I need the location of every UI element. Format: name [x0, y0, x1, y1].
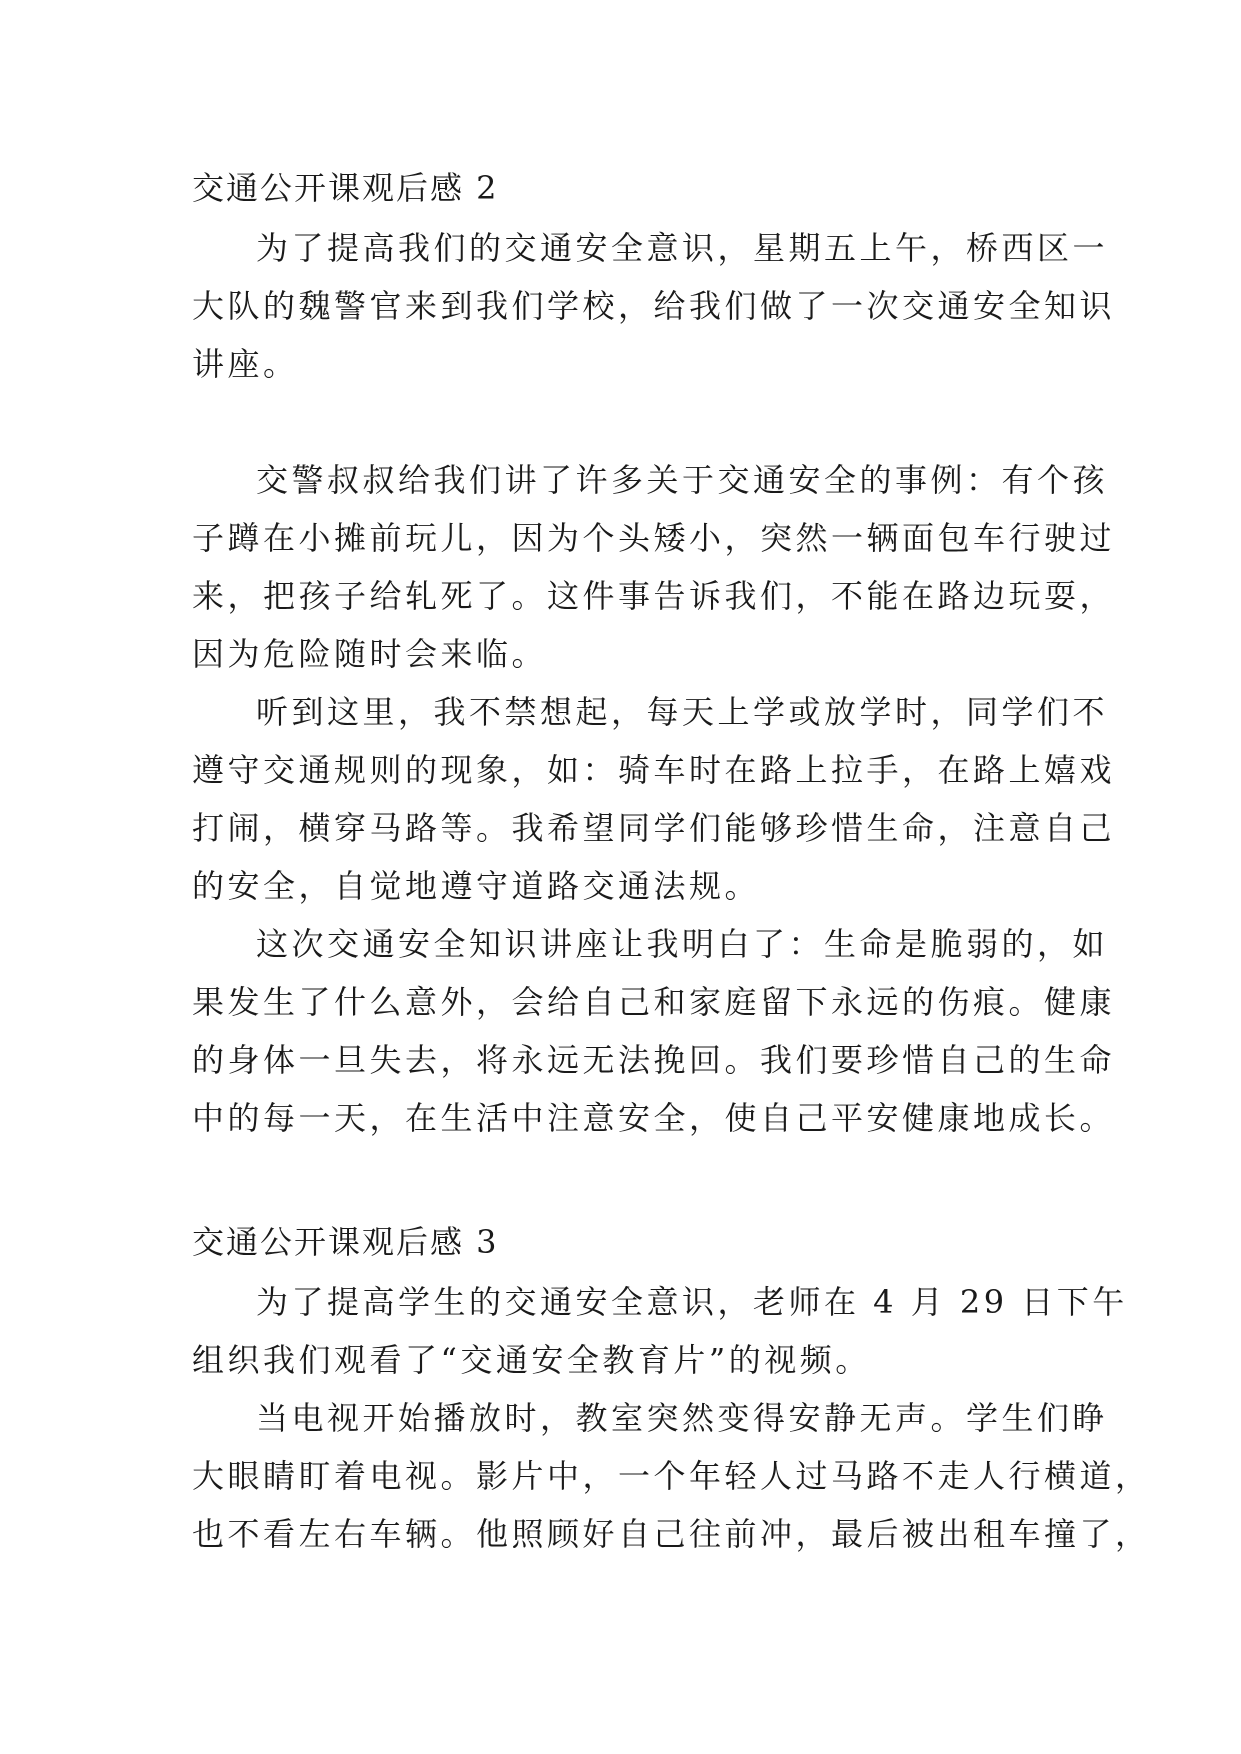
paragraph-line: 组织我们观看了“交通安全教育片”的视频。 — [192, 1341, 871, 1379]
paragraph-line: 遵守交通规则的现象，如：骑车时在路上拉手，在路上嬉戏 — [192, 751, 1116, 789]
paragraph-line: 大眼睛盯着电视。影片中，一个年轻人过马路不走人行横道， — [192, 1457, 1151, 1495]
paragraph-line: 大队的魏警官来到我们学校，给我们做了一次交通安全知识 — [192, 287, 1116, 325]
paragraph-line: 讲座。 — [192, 345, 299, 383]
paragraph-line: 这次交通安全知识讲座让我明白了：生命是脆弱的，如 — [256, 925, 1109, 963]
paragraph-line: 打闹，横穿马路等。我希望同学们能够珍惜生命，注意自己 — [192, 809, 1116, 847]
paragraph-line: 也不看左右车辆。他照顾好自己往前冲，最后被出租车撞了， — [192, 1515, 1151, 1553]
paragraph-line: 来，把孩子给轧死了。这件事告诉我们，不能在路边玩耍， — [192, 577, 1116, 615]
paragraph-line: 果发生了什么意外，会给自己和家庭留下永远的伤痕。健康 — [192, 983, 1116, 1021]
paragraph-line: 为了提高学生的交通安全意识，老师在 4 月 29 日下午 — [256, 1283, 1128, 1321]
paragraph-line: 子蹲在小摊前玩儿，因为个头矮小，突然一辆面包车行驶过 — [192, 519, 1116, 557]
section-heading: 交通公开课观后感 3 — [192, 1223, 499, 1261]
paragraph-line: 当电视开始播放时，教室突然变得安静无声。学生们睁 — [256, 1399, 1109, 1437]
paragraph-line: 交警叔叔给我们讲了许多关于交通安全的事例：有个孩 — [256, 461, 1109, 499]
paragraph-line: 的安全，自觉地遵守道路交通法规。 — [192, 867, 761, 905]
paragraph-line: 因为危险随时会来临。 — [192, 635, 548, 673]
section-heading: 交通公开课观后感 2 — [192, 169, 499, 207]
paragraph-line: 听到这里，我不禁想起，每天上学或放学时，同学们不 — [256, 693, 1109, 731]
paragraph-line: 的身体一旦失去，将永远无法挽回。我们要珍惜自己的生命 — [192, 1041, 1116, 1079]
paragraph-line: 为了提高我们的交通安全意识，星期五上午，桥西区一 — [256, 229, 1109, 267]
paragraph-line: 中的每一天，在生活中注意安全，使自己平安健康地成长。 — [192, 1099, 1116, 1137]
